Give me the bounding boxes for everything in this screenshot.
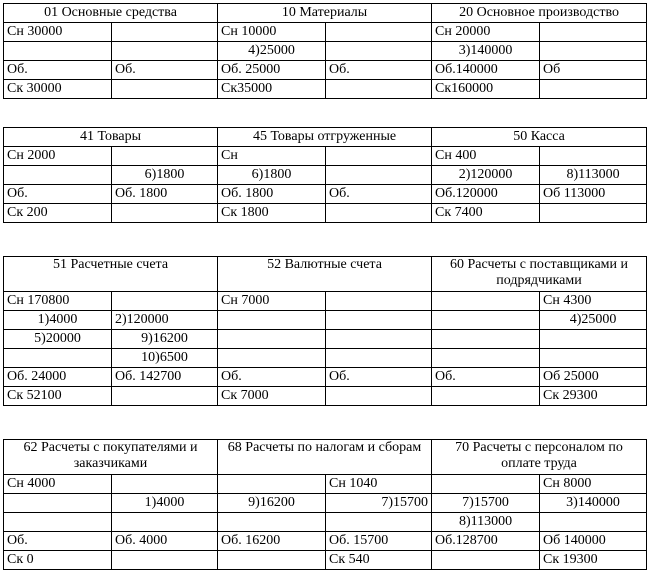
table-cell bbox=[218, 551, 326, 570]
table-cell: Ск 7000 bbox=[218, 387, 326, 406]
table-cell: 4)25000 bbox=[218, 42, 326, 61]
table-cell bbox=[540, 330, 647, 349]
table-cell bbox=[112, 80, 218, 99]
table-cell: Сн bbox=[218, 147, 326, 166]
table-cell: Ск 0 bbox=[4, 551, 112, 570]
table-cell bbox=[218, 475, 326, 494]
table-row bbox=[4, 494, 647, 513]
table-cell bbox=[218, 513, 326, 532]
table-row bbox=[4, 368, 647, 387]
account-header: 01 Основные средства bbox=[4, 4, 218, 23]
table-cell: Об. bbox=[326, 368, 432, 387]
table-cell bbox=[432, 330, 540, 349]
table-cell: Об 113000 bbox=[540, 185, 647, 204]
table-cell: 3)140000 bbox=[540, 494, 647, 513]
table-cell bbox=[540, 513, 647, 532]
table-row bbox=[4, 475, 647, 494]
table-cell: Ск 52100 bbox=[4, 387, 112, 406]
table-cell: Об. bbox=[326, 185, 432, 204]
table-cell bbox=[326, 292, 432, 311]
account-header: 52 Валютные счета bbox=[218, 257, 432, 292]
account-header: 10 Материалы bbox=[218, 4, 432, 23]
table-cell: Об. 16200 bbox=[218, 532, 326, 551]
table-cell bbox=[540, 80, 647, 99]
table-cell bbox=[540, 42, 647, 61]
table-cell: 9)16200 bbox=[112, 330, 218, 349]
table-cell: 1)4000 bbox=[112, 494, 218, 513]
table-cell: Сн 7000 bbox=[218, 292, 326, 311]
header-row bbox=[4, 440, 647, 475]
table-cell: 1)4000 bbox=[4, 311, 112, 330]
table-cell: Ск 7400 bbox=[432, 204, 540, 223]
table-cell bbox=[112, 292, 218, 311]
table-cell: Об bbox=[540, 61, 647, 80]
table-cell: Об 140000 bbox=[540, 532, 647, 551]
account-header: 62 Расчеты с покупателями и заказчиками bbox=[4, 440, 218, 475]
table-cell: 6)1800 bbox=[112, 166, 218, 185]
table-cell: 6)1800 bbox=[218, 166, 326, 185]
table-cell bbox=[112, 147, 218, 166]
table-cell bbox=[432, 475, 540, 494]
table-row bbox=[4, 513, 647, 532]
table-cell bbox=[112, 204, 218, 223]
table-cell bbox=[112, 475, 218, 494]
table-cell bbox=[326, 147, 432, 166]
table-cell bbox=[540, 349, 647, 368]
table-cell: Сн 4300 bbox=[540, 292, 647, 311]
table-cell bbox=[4, 513, 112, 532]
table-cell: Об. bbox=[112, 61, 218, 80]
table-cell: 3)140000 bbox=[432, 42, 540, 61]
table-row bbox=[4, 80, 647, 99]
table-cell bbox=[432, 292, 540, 311]
table-cell bbox=[432, 387, 540, 406]
table-row bbox=[4, 292, 647, 311]
table-cell: 2)120000 bbox=[432, 166, 540, 185]
table-cell: 4)25000 bbox=[540, 311, 647, 330]
accounts-table-2 bbox=[3, 127, 647, 223]
table-row bbox=[4, 349, 647, 368]
account-header: 70 Расчеты с персоналом по оплате труда bbox=[432, 440, 647, 475]
table-cell: Об.140000 bbox=[432, 61, 540, 80]
table-cell: Ск160000 bbox=[432, 80, 540, 99]
table-cell bbox=[432, 349, 540, 368]
table-cell: Сн 10000 bbox=[218, 23, 326, 42]
account-header: 20 Основное производство bbox=[432, 4, 647, 23]
table-cell: 8)113000 bbox=[540, 166, 647, 185]
table-cell bbox=[112, 387, 218, 406]
table-cell: Сн 1040 bbox=[326, 475, 432, 494]
table-cell: Об. 4000 bbox=[112, 532, 218, 551]
table-cell bbox=[218, 311, 326, 330]
table-cell bbox=[326, 204, 432, 223]
table-cell: Об. 25000 bbox=[218, 61, 326, 80]
table-row bbox=[4, 23, 647, 42]
accounts-table-3 bbox=[3, 256, 647, 406]
table-cell: Об. bbox=[218, 368, 326, 387]
table-cell bbox=[112, 42, 218, 61]
table-row bbox=[4, 147, 647, 166]
table-cell bbox=[326, 80, 432, 99]
table-cell bbox=[326, 349, 432, 368]
table-row bbox=[4, 311, 647, 330]
table-row bbox=[4, 166, 647, 185]
table-cell: Об. bbox=[4, 532, 112, 551]
table-cell bbox=[112, 513, 218, 532]
table-cell: Сн 400 bbox=[432, 147, 540, 166]
table-cell: Ск 1800 bbox=[218, 204, 326, 223]
table-row bbox=[4, 42, 647, 61]
account-header: 60 Расчеты с поставщиками и подрядчиками bbox=[432, 257, 647, 292]
table-cell: Сн 8000 bbox=[540, 475, 647, 494]
table-cell: Сн 2000 bbox=[4, 147, 112, 166]
table-cell: Об. bbox=[326, 61, 432, 80]
table-cell bbox=[326, 330, 432, 349]
table-cell: Об.128700 bbox=[432, 532, 540, 551]
table-cell: 7)15700 bbox=[326, 494, 432, 513]
table-cell: Ск35000 bbox=[218, 80, 326, 99]
table-row bbox=[4, 61, 647, 80]
table-row bbox=[4, 532, 647, 551]
accounts-table-1 bbox=[3, 3, 647, 99]
table-cell bbox=[326, 23, 432, 42]
table-cell bbox=[540, 23, 647, 42]
table-cell bbox=[326, 513, 432, 532]
account-header: 68 Расчеты по налогам и сборам bbox=[218, 440, 432, 475]
accounts-table-4 bbox=[3, 439, 647, 570]
account-header: 50 Касса bbox=[432, 128, 647, 147]
table-cell bbox=[112, 23, 218, 42]
table-cell: Об 25000 bbox=[540, 368, 647, 387]
table-cell: Об. 1800 bbox=[112, 185, 218, 204]
header-row bbox=[4, 4, 647, 23]
table-cell: 7)15700 bbox=[432, 494, 540, 513]
table-cell bbox=[432, 311, 540, 330]
table-cell bbox=[4, 349, 112, 368]
table-cell: Об. 142700 bbox=[112, 368, 218, 387]
table-cell: Об. 15700 bbox=[326, 532, 432, 551]
table-cell: 5)20000 bbox=[4, 330, 112, 349]
table-cell: Сн 20000 bbox=[432, 23, 540, 42]
table-cell: Об. bbox=[4, 185, 112, 204]
table-cell bbox=[326, 166, 432, 185]
table-cell: Сн 30000 bbox=[4, 23, 112, 42]
table-cell bbox=[326, 311, 432, 330]
table-row bbox=[4, 185, 647, 204]
table-cell: Об.120000 bbox=[432, 185, 540, 204]
table-cell: Ск 19300 bbox=[540, 551, 647, 570]
header-row bbox=[4, 128, 647, 147]
table-row bbox=[4, 551, 647, 570]
table-cell bbox=[432, 551, 540, 570]
table-cell: Ск 30000 bbox=[4, 80, 112, 99]
table-cell: Ск 200 bbox=[4, 204, 112, 223]
table-cell bbox=[326, 387, 432, 406]
table-cell: 10)6500 bbox=[112, 349, 218, 368]
table-cell: Ск 540 bbox=[326, 551, 432, 570]
table-cell bbox=[112, 551, 218, 570]
table-cell bbox=[4, 166, 112, 185]
table-row bbox=[4, 387, 647, 406]
table-row bbox=[4, 330, 647, 349]
table-cell bbox=[540, 204, 647, 223]
table-cell bbox=[4, 494, 112, 513]
table-cell: Ск 29300 bbox=[540, 387, 647, 406]
table-cell bbox=[326, 42, 432, 61]
table-cell: 9)16200 bbox=[218, 494, 326, 513]
header-row bbox=[4, 257, 647, 292]
table-cell bbox=[540, 147, 647, 166]
table-cell: Сн 4000 bbox=[4, 475, 112, 494]
table-cell: Об. 1800 bbox=[218, 185, 326, 204]
table-cell: Сн 170800 bbox=[4, 292, 112, 311]
table-cell: Об. 24000 bbox=[4, 368, 112, 387]
account-header: 41 Товары bbox=[4, 128, 218, 147]
table-cell bbox=[218, 349, 326, 368]
table-row bbox=[4, 204, 647, 223]
table-cell: Об. bbox=[432, 368, 540, 387]
table-cell bbox=[218, 330, 326, 349]
table-cell: 8)113000 bbox=[432, 513, 540, 532]
table-cell bbox=[4, 42, 112, 61]
table-cell: Об. bbox=[4, 61, 112, 80]
table-cell: 2)120000 bbox=[112, 311, 218, 330]
account-header: 51 Расчетные счета bbox=[4, 257, 218, 292]
account-header: 45 Товары отгруженные bbox=[218, 128, 432, 147]
